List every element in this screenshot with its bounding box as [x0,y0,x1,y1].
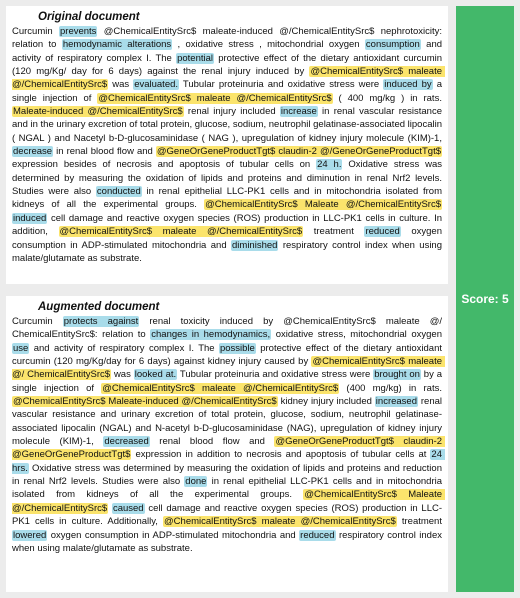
text-run: was [111,369,134,381]
original-document-title: Original document [38,11,140,23]
changed-phrase-highlight: done [185,476,207,488]
text-run: treatment [303,226,365,238]
text-run: a single injection of [12,79,445,104]
changed-phrase-highlight: potential [177,52,213,64]
text-run: expression in addition to necrosis and apoptosis of tubular cells at [131,449,431,461]
changed-phrase-highlight: decreased [104,436,149,448]
entity-highlight: Maleate-induced @/ChemicalEntitySrc$ [13,106,183,118]
text-run: in renal epithelial LLC-PK1 cells and in mitochondria isolated from kidneys of all the experimental groups. [12,186,445,211]
text-run: cell damage and reactive oxygen species (ROS) production in LLC-PK1 cells in culture. Additionally, [12,502,443,528]
text-run: by a single injection of [12,369,445,394]
text-run: , oxidative stress , mitochondrial oxygen [172,39,365,51]
changed-phrase-highlight: reduced [300,529,335,541]
text-run: renal injury included [183,106,280,118]
changed-phrase-highlight: 24 hrs. [12,449,445,474]
changed-phrase-highlight: reduced [365,226,400,238]
changed-phrase-highlight: lowered [13,529,47,541]
changed-phrase-highlight: conducted [96,186,141,198]
text-run: kidney injury included [277,396,375,408]
changed-phrase-highlight: changes in hemodynamics, [151,329,271,341]
changed-phrase-highlight: protects against [63,316,139,327]
changed-phrase-highlight: hemodynamic alterations [62,39,172,51]
changed-phrase-highlight: looked at. [134,369,177,381]
text-run [442,199,445,210]
text-run: expression besides of necrosis and apoptosis of tubular cells on [12,146,445,171]
text-run: oxygen consumption in ADP-stimulated mitochondria and [12,226,445,251]
entity-highlight: @ChemicalEntitySrc$ maleate @/ChemicalEntitySrc$ [59,226,303,238]
changed-phrase-highlight: increase [280,106,317,118]
text-run: and activity of respiratory complex I. The [12,39,445,64]
text-run: cell damage and reactive oxygen species (ROS) production in LLC-PK1 cells in culture. In addition, [12,212,445,238]
text-run: oxidative stress, mitochondrial oxygen [271,329,445,341]
text-run: renal blood flow and [149,436,275,448]
entity-highlight: @ChemicalEntitySrc$ maleate @/ChemicalEntitySrc$ [164,516,396,528]
text-run: respiratory control index when using malate/glutamate as substrate. [12,239,445,264]
changed-phrase-highlight: evaluated. [134,79,179,91]
text-run: renal vascular resistance and urinary excretion of total protein, glucose, sodium, neutrophil gelatinase-associated lipocalin (NGAL) and N-acetyl b-D-glucosaminidase (NAG), upregulation of kidney injury molecule (KIM)-1, [12,396,445,448]
entity-highlight: @ChemicalEntitySrc$ Maleate @/ChemicalEntitySrc$ [12,489,445,514]
changed-phrase-highlight: induced [13,212,47,224]
text-run: Oxidative stress was determined by measuring the oxidation of lipids and proteins and reduction in renal Nrf2 levels. Studies were also [12,462,445,488]
text-run: in renal vascular resistance and in the urinary excretion of total protein, glucose, sodium, neutrophil gelatinase-associated lipocalin ( NGAL ) and Nacetyl b-D-glucosaminidase ( NAG ), upregulation of kidney injury molecule (KIM)-1, [12,106,445,144]
text-run: Curcumin [12,316,63,327]
entity-highlight: @GeneOrGeneProductTgt$ claudin-2 @/GeneOrGeneProductTgt$ [156,146,442,158]
text-run: and activity of respiratory complex I. The [29,342,219,354]
score-panel [456,6,514,592]
entity-highlight: @ChemicalEntitySrc$ maleate @/ChemicalEntitySrc$ [102,382,339,394]
text-run: was [108,79,134,91]
original-document-panel [6,6,448,284]
changed-phrase-highlight: brought on [374,369,420,381]
text-run: protective effect of the dietary antioxidant curcumin (120 mg/Kg/ day for 6 days) against the renal injury induced by [12,52,445,78]
text-run: in renal blood flow and [53,146,156,158]
text-run: ( 400 mg/kg ) in rats. [332,92,445,104]
entity-highlight: @ChemicalEntitySrc$ Maleate @/ChemicalEntitySrc$ [205,199,442,211]
changed-phrase-highlight: consumption [365,39,420,51]
text-run: in renal epithelial LLC-PK1 cells and in mitochondria isolated from kidneys of all the experimental groups. [12,476,445,501]
changed-phrase-highlight: caused [112,502,144,514]
text-run: oxygen consumption in ADP-stimulated mitochondria and [47,529,300,541]
changed-phrase-highlight: induced by [384,79,432,91]
changed-phrase-highlight: prevents [60,26,97,37]
text-run: protective effect of the dietary antioxidant curcumin (120 mg/Kg/day for 6 days) against kidney injury caused by [12,342,445,368]
text-run: (400 mg/kg) in rats. [339,382,445,394]
entity-highlight: @ChemicalEntitySrc$ maleate @/ChemicalEntitySrc$ [98,92,332,104]
entity-highlight: @ChemicalEntitySrc$ maleate @/ ChemicalEntitySrc$ [12,356,445,381]
text-run: Tubular proteinuria and oxidative stress were [179,79,384,91]
original-document-text [12,25,445,265]
changed-phrase-highlight: increased [375,396,417,408]
text-run: Oxidative stress was determined by measuring the oxidation of lipids and proteins and diminution in renal Nrf2 levels. Studies were also [12,159,445,198]
augmented-document-title: Augmented document [38,301,160,313]
changed-phrase-highlight: decrease [13,146,53,158]
augmented-document-text [12,315,445,555]
changed-phrase-highlight: possible [219,342,255,354]
text-run: Curcumin [12,26,59,37]
text-run: @ChemicalEntitySrc$ maleate-induced @/ChemicalEntitySrc$ nephrotoxicity: relation to [12,26,445,51]
entity-highlight: @ChemicalEntitySrc$ Maleate-induced @/ChemicalEntitySrc$ [13,396,277,408]
augmented-document-panel [6,296,448,592]
text-run: treatment [396,516,445,528]
changed-phrase-highlight: use [13,342,29,354]
text-run: respiratory control index when using malate/glutamate as substrate. [12,529,445,554]
text-run: renal toxicity induced by @ChemicalEntitySrc$ maleate @/ ChemicalEntitySrc$: relation to [12,316,445,341]
text-run: Tubular proteinuria and oxidative stress were [177,369,374,381]
entity-highlight: @GeneOrGeneProductTgt$ claudin-2 @GeneOrGeneProductTgt$ [12,436,445,461]
changed-phrase-highlight: diminished [232,239,278,251]
score-label: Score: 5 [461,292,509,306]
changed-phrase-highlight: 24 h. [317,159,342,171]
entity-highlight: @ChemicalEntitySrc$ maleate @/ChemicalEntitySrc$ [12,66,445,91]
